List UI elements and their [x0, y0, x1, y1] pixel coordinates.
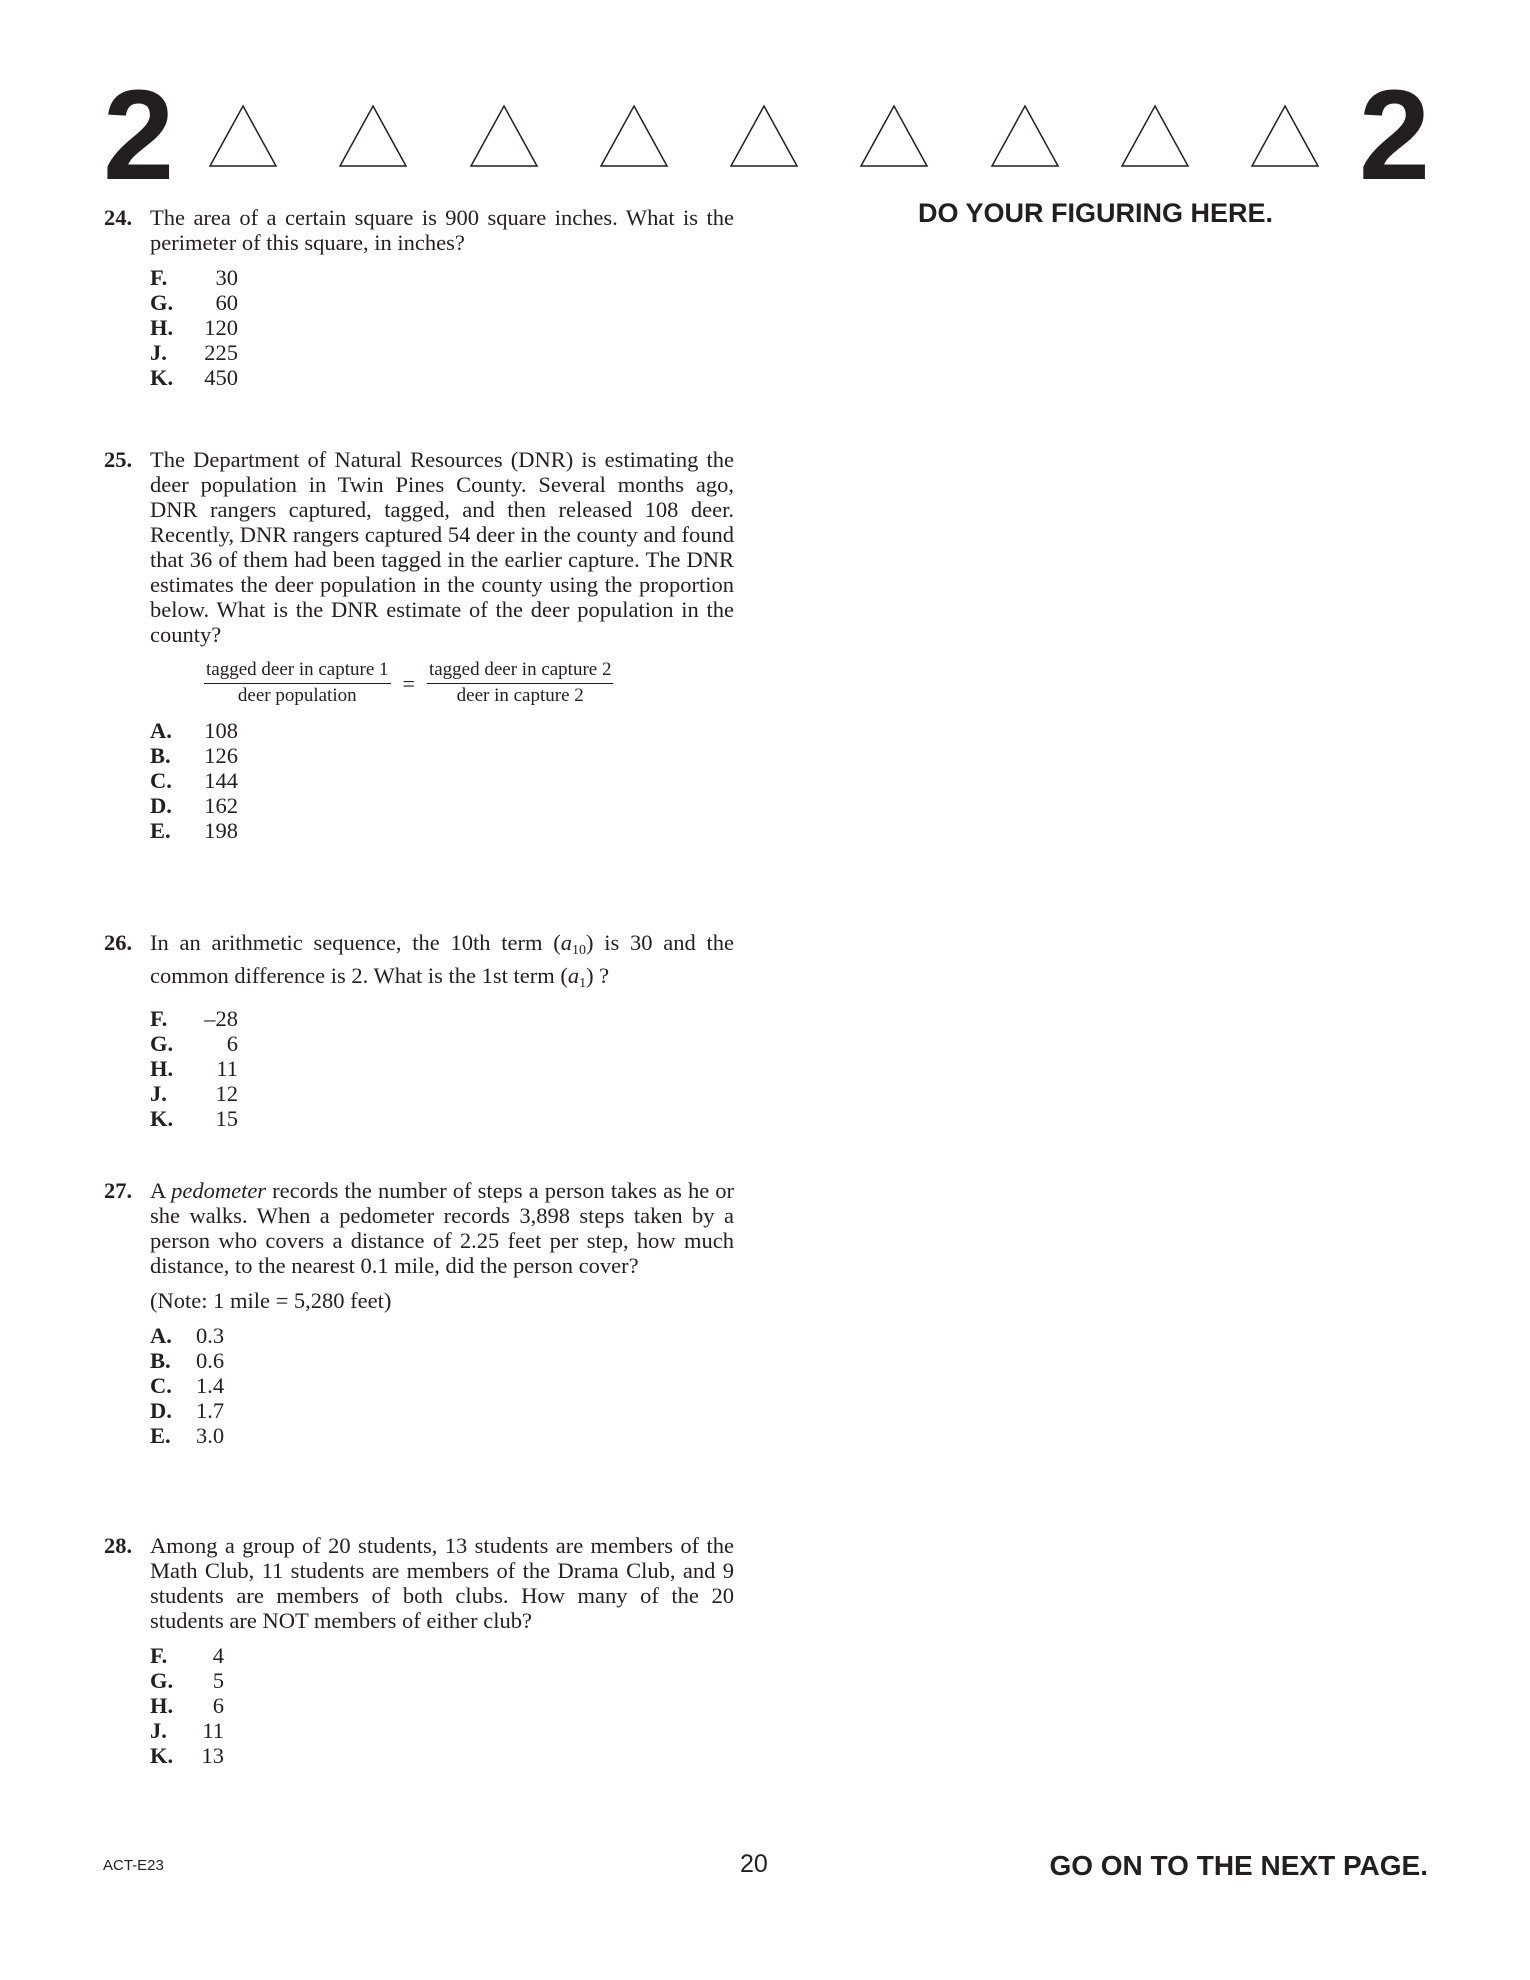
choice-letter: F.: [150, 265, 168, 290]
test-code: ACT-E23: [103, 1857, 164, 1874]
answer-choice[interactable]: [150, 1373, 734, 1398]
choice-letter: F.: [150, 1643, 168, 1668]
choice-value: 13: [201, 1743, 224, 1768]
triangle-icon: [338, 104, 408, 168]
answer-choices: [150, 1006, 734, 1131]
answer-choice[interactable]: [150, 1031, 734, 1056]
question-26: [104, 930, 734, 1131]
answer-choice[interactable]: [150, 1643, 734, 1668]
fraction-numerator: tagged deer in capture 1: [204, 659, 391, 684]
answer-choice[interactable]: [150, 768, 734, 793]
fraction-denominator: deer in capture 2: [456, 685, 584, 706]
variable-a: a: [560, 930, 572, 955]
choice-value: 144: [204, 768, 238, 793]
answer-choices: [150, 265, 734, 390]
triangle-icon: [208, 104, 278, 168]
choice-value: 6: [212, 1693, 224, 1718]
choice-value: 11: [216, 1056, 238, 1081]
question-number: 27.: [104, 1178, 133, 1203]
answer-choice[interactable]: [150, 340, 734, 365]
choice-value: 11: [202, 1718, 224, 1743]
choice-letter: D.: [150, 1398, 172, 1423]
choice-value: 0.3: [196, 1323, 225, 1348]
choice-value: 1.7: [196, 1398, 225, 1423]
choice-value: –28: [204, 1006, 238, 1031]
triangle-icon: [729, 104, 799, 168]
question-text: [150, 930, 734, 996]
answer-choice[interactable]: [150, 818, 734, 843]
choice-value: 1.4: [196, 1373, 225, 1398]
choice-value: 0.6: [196, 1348, 225, 1373]
choice-value: 60: [215, 290, 238, 315]
question-25: [104, 447, 734, 843]
triangle-icon: [859, 104, 929, 168]
choice-letter: H.: [150, 1056, 174, 1081]
choice-letter: A.: [150, 1323, 172, 1348]
triangle-icon: [599, 104, 669, 168]
triangle-icon: [1250, 104, 1320, 168]
choice-letter: K.: [150, 1106, 174, 1131]
choice-letter: G.: [150, 290, 174, 315]
triangle-row: [208, 104, 1320, 174]
question-number: 28.: [104, 1533, 133, 1558]
choice-value: 108: [204, 718, 238, 743]
choice-letter: C.: [150, 768, 172, 793]
choice-letter: J.: [150, 1718, 167, 1743]
choice-value: 4: [212, 1643, 224, 1668]
choice-letter: H.: [150, 315, 174, 340]
fraction-right: [427, 659, 614, 708]
answer-choice[interactable]: [150, 1693, 734, 1718]
choice-letter: A.: [150, 718, 172, 743]
fraction-numerator: tagged deer in capture 2: [427, 659, 614, 684]
answer-choice[interactable]: [150, 265, 734, 290]
answer-choice[interactable]: [150, 1056, 734, 1081]
answer-choice[interactable]: [150, 718, 734, 743]
choice-value: 162: [204, 793, 238, 818]
answer-choice[interactable]: [150, 290, 734, 315]
answer-choice[interactable]: [150, 743, 734, 768]
question-number: 26.: [104, 930, 133, 955]
triangle-icon: [469, 104, 539, 168]
question-note: (Note: 1 mile = 5,280 feet): [150, 1288, 392, 1313]
proportion-equation: [204, 659, 734, 708]
answer-choice[interactable]: [150, 315, 734, 340]
question-text: The area of a certain square is 900 square inches. What is the perimeter of this square, in inches?: [150, 205, 734, 255]
answer-choice[interactable]: [150, 1398, 734, 1423]
answer-choice[interactable]: [150, 1668, 734, 1693]
section-number-right: 2: [1358, 64, 1428, 207]
answer-choice[interactable]: [150, 365, 734, 390]
answer-choice[interactable]: [150, 1323, 734, 1348]
question-text: [150, 1178, 734, 1278]
variable-a: a: [567, 963, 580, 988]
answer-choice[interactable]: [150, 1348, 734, 1373]
next-page-instruction: GO ON TO THE NEXT PAGE.: [1049, 1850, 1428, 1881]
triangle-icon: [990, 104, 1060, 168]
question-number: 25.: [104, 447, 133, 472]
choice-letter: C.: [150, 1373, 172, 1398]
choice-letter: F.: [150, 1006, 168, 1031]
question-text: Among a group of 20 students, 13 students are members of the Math Club, 11 students are members of the Drama Club, and 9 students are members of both clubs. How many of the 20 students are NOT members of either club?: [150, 1533, 734, 1633]
choice-letter: J.: [150, 1081, 167, 1106]
choice-value: 126: [204, 743, 238, 768]
choice-value: 3.0: [196, 1423, 225, 1448]
answer-choices: [150, 1323, 734, 1448]
subscript: 1: [579, 976, 587, 991]
fraction-left: [204, 659, 391, 708]
answer-choice[interactable]: [150, 1743, 734, 1768]
choice-letter: D.: [150, 793, 172, 818]
answer-choice[interactable]: [150, 1423, 734, 1448]
choice-letter: B.: [150, 1348, 171, 1373]
choice-value: 30: [215, 265, 238, 290]
choice-value: 120: [204, 315, 238, 340]
answer-choice[interactable]: [150, 1106, 734, 1131]
choice-letter: E.: [150, 1423, 171, 1448]
text-segment: In an arithmetic sequence, the 10th term (: [150, 930, 561, 955]
choice-value: 198: [204, 818, 238, 843]
question-number: 24.: [104, 205, 133, 230]
text-segment: A: [150, 1178, 172, 1203]
question-27: [104, 1178, 734, 1448]
italic-term: pedometer: [171, 1178, 267, 1203]
fraction-denominator: deer population: [237, 685, 357, 706]
subscript: 10: [572, 943, 586, 958]
question-24: [104, 205, 734, 390]
choice-value: 225: [204, 340, 238, 365]
answer-choice[interactable]: [150, 793, 734, 818]
choice-value: 6: [226, 1031, 238, 1056]
choice-letter: G.: [150, 1668, 174, 1693]
choice-letter: B.: [150, 743, 171, 768]
page-number: 20: [740, 1850, 768, 1878]
choice-value: 450: [204, 365, 238, 390]
text-segment: ) ?: [586, 963, 610, 988]
answer-choices: [150, 1643, 734, 1768]
question-text: The Department of Natural Resources (DNR) is estimating the deer population in Twin Pines County. Several months ago, DNR rangers captured, tagged, and then released 108 deer. Recently, DNR rangers captured 54 deer in the county and found that 36 of them had been tagged in the earlier capture. The DNR estimates the deer population in the county using the proportion below. What is the DNR estimate of the deer population in the county?: [150, 447, 734, 647]
text-segment: records the number of steps a person takes as he or she walks. When a pedometer records 3,898 steps taken by a person who covers a distance of 2.25 feet per step, how much distance, to the nearest 0.1 mile, did the person cover?: [150, 1178, 734, 1278]
answer-choice[interactable]: [150, 1718, 734, 1743]
question-28: [104, 1533, 734, 1768]
answer-choice[interactable]: [150, 1006, 734, 1031]
choice-value: 5: [212, 1668, 224, 1693]
triangle-icon: [1120, 104, 1190, 168]
choice-letter: H.: [150, 1693, 174, 1718]
answer-choices: [150, 718, 734, 843]
choice-value: 12: [215, 1081, 238, 1106]
choice-letter: J.: [150, 340, 167, 365]
choice-letter: E.: [150, 818, 171, 843]
choice-letter: G.: [150, 1031, 174, 1056]
equals-sign: =: [402, 671, 415, 696]
text-segment: ) is 30 and the common difference is 2. What is the 1st term (: [150, 930, 734, 988]
section-number-left: 2: [103, 64, 173, 207]
choice-letter: K.: [150, 365, 174, 390]
choice-value: 15: [215, 1106, 238, 1131]
answer-choice[interactable]: [150, 1081, 734, 1106]
figuring-label: DO YOUR FIGURING HERE.: [918, 198, 1274, 228]
choice-letter: K.: [150, 1743, 174, 1768]
